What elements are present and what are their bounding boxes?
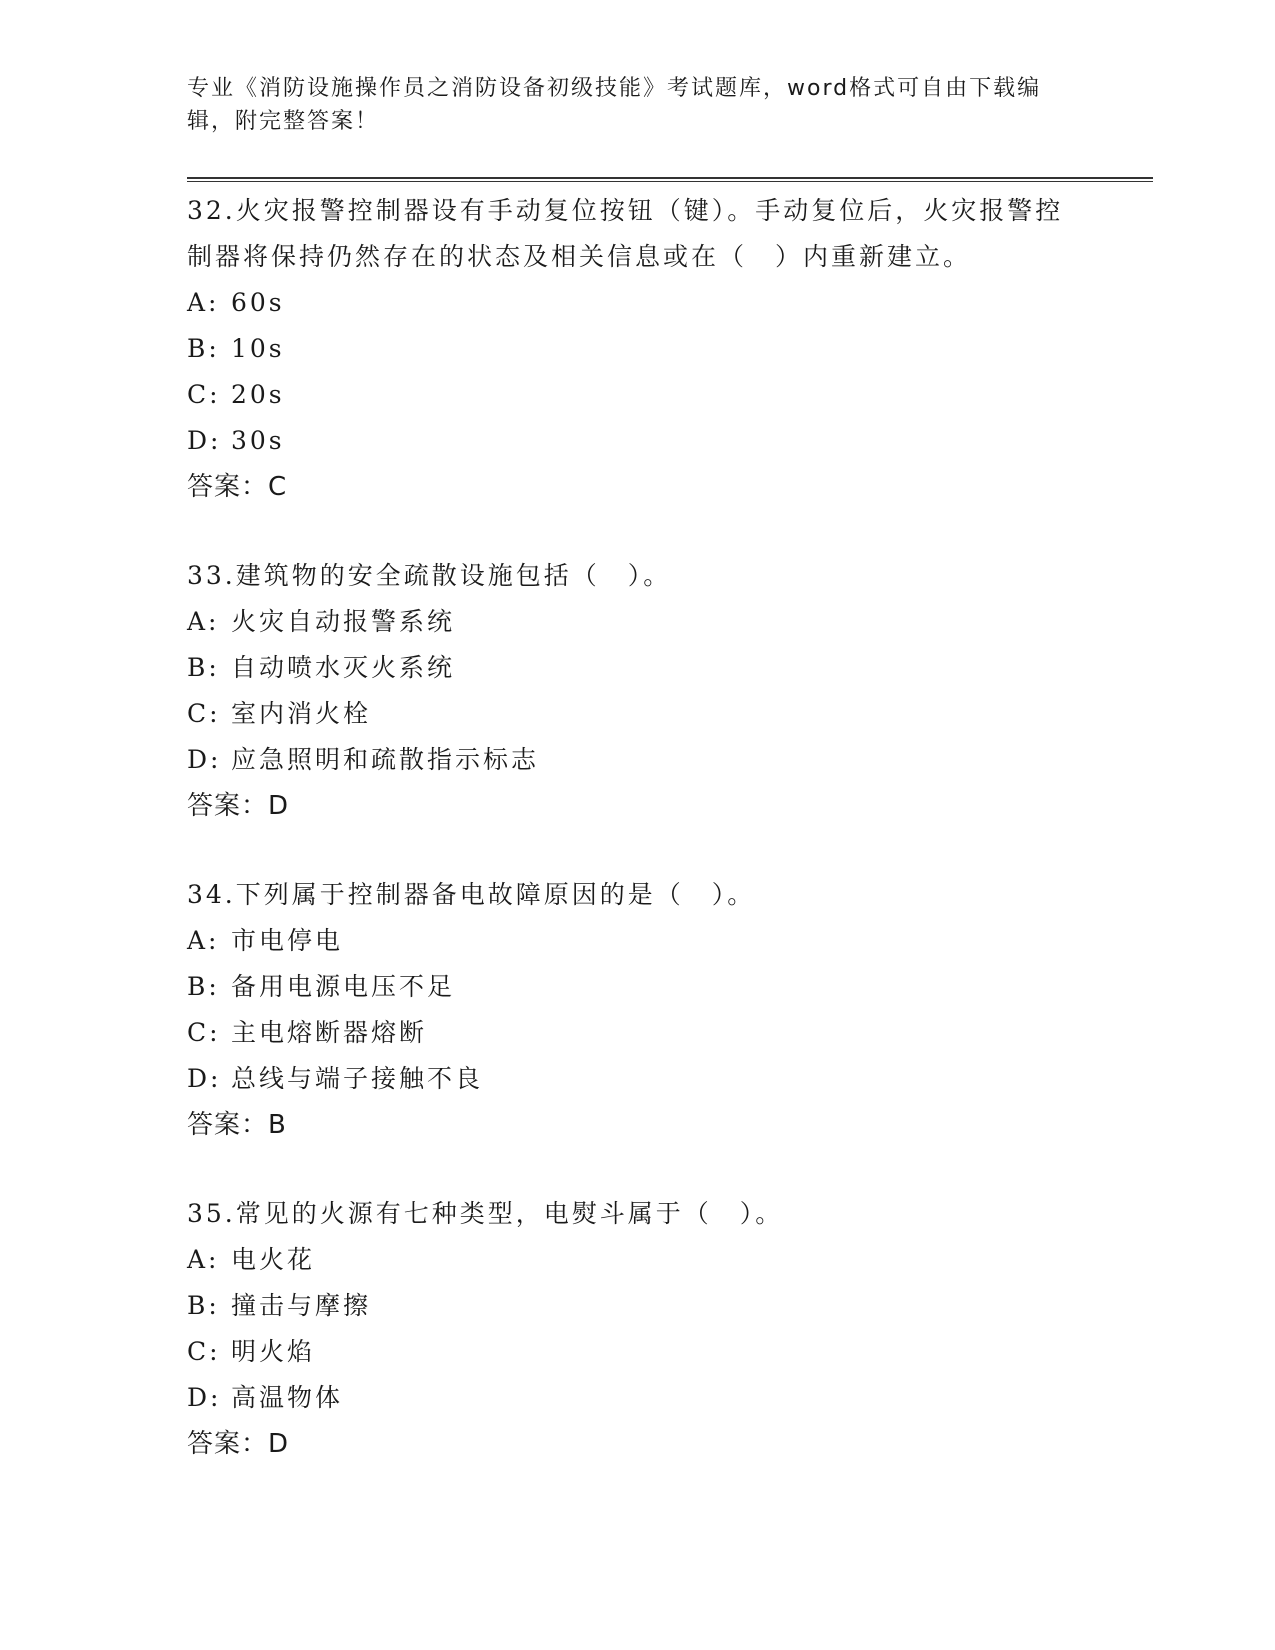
option-key: D:: [187, 426, 222, 455]
option-b: [187, 645, 1087, 691]
option-a: [187, 1237, 1087, 1283]
question-item: [187, 553, 1087, 829]
option-key: C:: [187, 380, 221, 409]
option-b: [187, 964, 1087, 1010]
option-a: [187, 599, 1087, 645]
option-c: [187, 372, 1087, 418]
question-item: [187, 188, 1087, 510]
option-key: D:: [187, 1064, 222, 1093]
option-key: C:: [187, 1337, 221, 1366]
option-key: B:: [187, 334, 220, 363]
option-text: 备用电源电压不足: [231, 972, 456, 1001]
option-d: [187, 418, 1087, 464]
option-text: 应急照明和疏散指示标志: [231, 745, 540, 774]
answer-line: 答案：C: [187, 472, 288, 502]
answer-line: 答案：B: [187, 1110, 287, 1140]
answer-line: 答案：D: [187, 791, 290, 821]
option-text: 室内消火栓: [231, 699, 372, 728]
question-stem: 33.建筑物的安全疏散设施包括（ ）。: [187, 561, 672, 590]
option-key: B:: [187, 972, 220, 1001]
option-key: C:: [187, 699, 221, 728]
question-stem: 35.常见的火源有七种类型，电熨斗属于（ ）。: [187, 1199, 784, 1228]
option-text: 市电停电: [231, 926, 344, 955]
option-text: 火灾自动报警系统: [231, 607, 456, 636]
option-text: 主电熔断器熔断: [231, 1018, 428, 1047]
option-key: C:: [187, 1018, 221, 1047]
option-text: 30s: [231, 426, 285, 455]
question-stem: 32.火灾报警控制器设有手动复位按钮（键）。手动复位后，火灾报警控制器将保持仍然存在的状态及相关信息或在（ ）内重新建立。: [187, 196, 1064, 271]
header-divider: [187, 177, 1153, 182]
option-key: A:: [187, 1245, 220, 1274]
option-d: [187, 737, 1087, 783]
option-key: A:: [187, 288, 220, 317]
answer-line: 答案：D: [187, 1429, 290, 1459]
option-a: [187, 918, 1087, 964]
document-header: 专业《消防设施操作员之消防设备初级技能》考试题库，word格式可自由下载编辑，附完整答案！: [187, 76, 1042, 134]
option-text: 60s: [231, 288, 285, 317]
option-key: B:: [187, 653, 220, 682]
option-key: D:: [187, 1383, 222, 1412]
option-c: [187, 1329, 1087, 1375]
option-text: 总线与端子接触不良: [231, 1064, 484, 1093]
option-text: 10s: [231, 334, 285, 363]
option-text: 明火焰: [231, 1337, 316, 1366]
option-d: [187, 1375, 1087, 1421]
question-item: [187, 872, 1087, 1148]
option-text: 电火花: [231, 1245, 316, 1274]
option-d: [187, 1056, 1087, 1102]
question-list: [187, 188, 1087, 1510]
option-text: 自动喷水灭火系统: [231, 653, 456, 682]
option-b: [187, 326, 1087, 372]
option-c: [187, 1010, 1087, 1056]
option-b: [187, 1283, 1087, 1329]
option-text: 撞击与摩擦: [231, 1291, 372, 1320]
option-text: 20s: [231, 380, 285, 409]
option-c: [187, 691, 1087, 737]
question-stem: 34.下列属于控制器备电故障原因的是（ ）。: [187, 880, 756, 909]
option-key: D:: [187, 745, 222, 774]
option-key: A:: [187, 607, 220, 636]
option-text: 高温物体: [231, 1383, 344, 1412]
question-item: [187, 1191, 1087, 1467]
option-key: B:: [187, 1291, 220, 1320]
option-a: [187, 280, 1087, 326]
option-key: A:: [187, 926, 220, 955]
